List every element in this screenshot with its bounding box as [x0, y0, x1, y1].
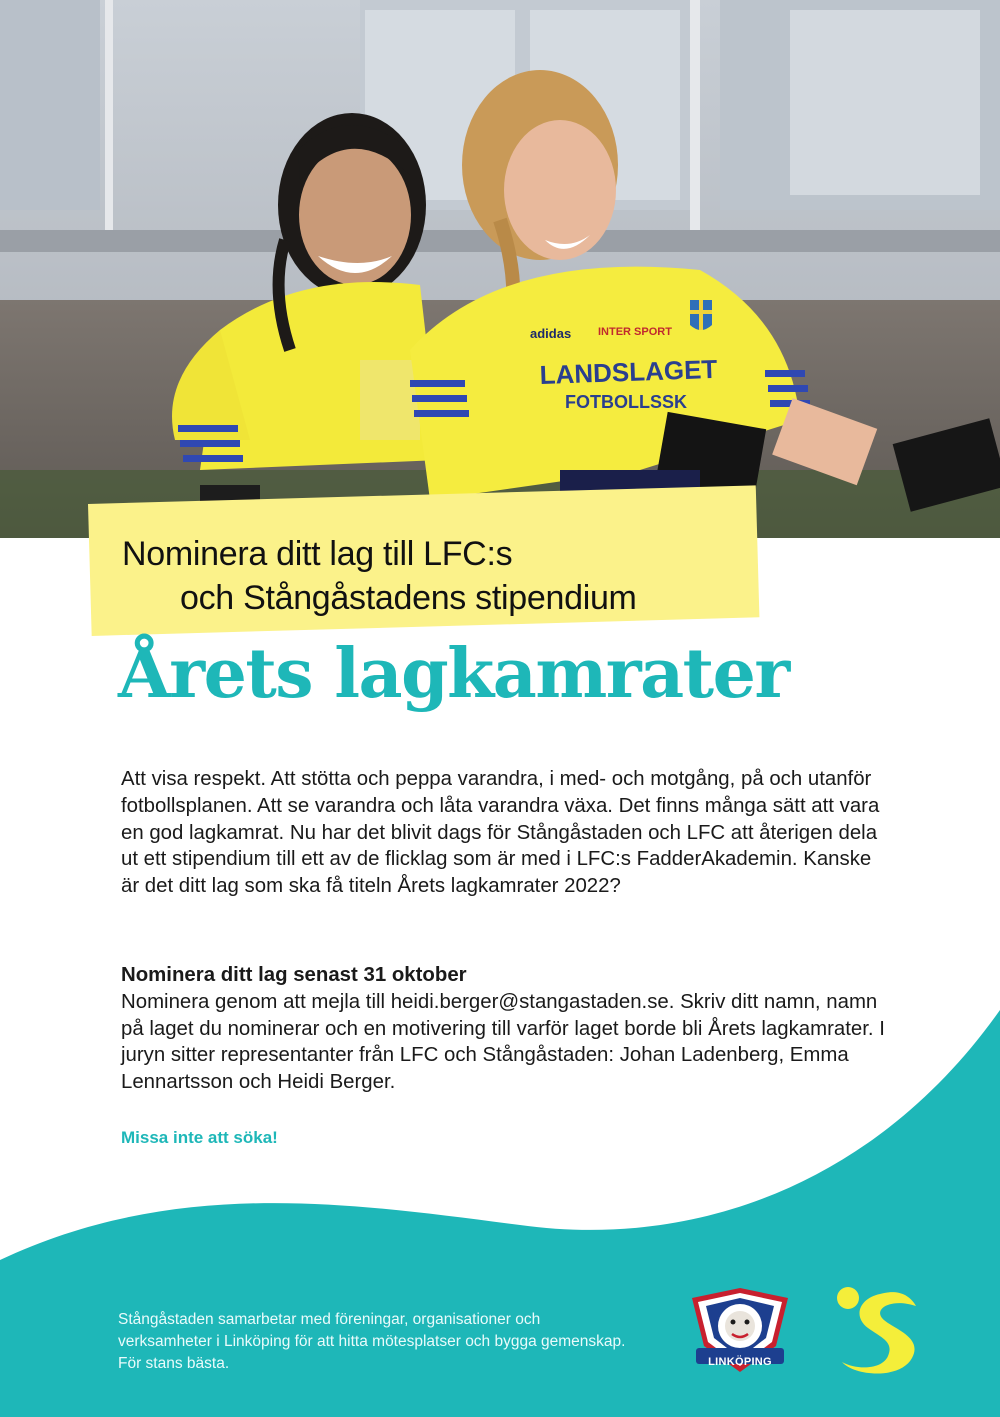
footer-text: Stångåstaden samarbetar med föreningar, organisationer och verksamheter i Linköping för att hitta mötesplatser och bygga gemenskap. För stans bästa.	[118, 1311, 626, 1372]
shirt-brand: adidas	[530, 326, 572, 341]
intro-paragraph: Att visa respekt. Att stötta och peppa varandra, i med- och motgång, på och utanför fotbollsplanen. Att se varandra och låta varandra växa. Det finns många sätt att vara en god lagkamrat. Nu har det blivit dags för Stångåstaden och LFC att återigen dela ut ett stipendium till ett av de flicklag som är med i LFC:s FadderAkademin. Kanske är det ditt lag som ska få titeln Årets lagkamrater 2022?	[121, 768, 880, 898]
call-to-action: Missa inte att söka!	[121, 1128, 278, 1147]
nominate-text: Nominera genom att mejla till heidi.berger@stangastaden.se. Skriv ditt namn, namn på laget du nominerar och en motivering till varför laget borde bli Årets lagkamrater. I juryn sitter representanter från LFC och Stångåstaden: Johan Ladenberg, Emma Lennartsson och Heidi Berger.	[121, 990, 885, 1094]
hero-photo-illustration	[0, 0, 1000, 538]
headline-line-1: Nominera ditt lag till LFC:s	[122, 535, 513, 573]
headline	[122, 532, 782, 620]
page-title: Årets lagkamrater	[118, 634, 789, 714]
hero-photo	[0, 0, 1000, 538]
lfc-logo-text: LINKÖPING	[708, 1356, 772, 1368]
nominate-section	[121, 962, 891, 1096]
shirt-sponsor: INTER SPORT	[598, 326, 672, 338]
headline-line-2: och Stångåstadens stipendium	[180, 579, 637, 617]
stangastaden-logo-icon	[820, 1276, 950, 1386]
nominate-heading: Nominera ditt lag senast 31 oktober	[121, 964, 467, 986]
shirt-text-sub: FOTBOLLSSK	[565, 392, 687, 412]
shirt-text-front: LANDSLAGET	[539, 353, 718, 390]
